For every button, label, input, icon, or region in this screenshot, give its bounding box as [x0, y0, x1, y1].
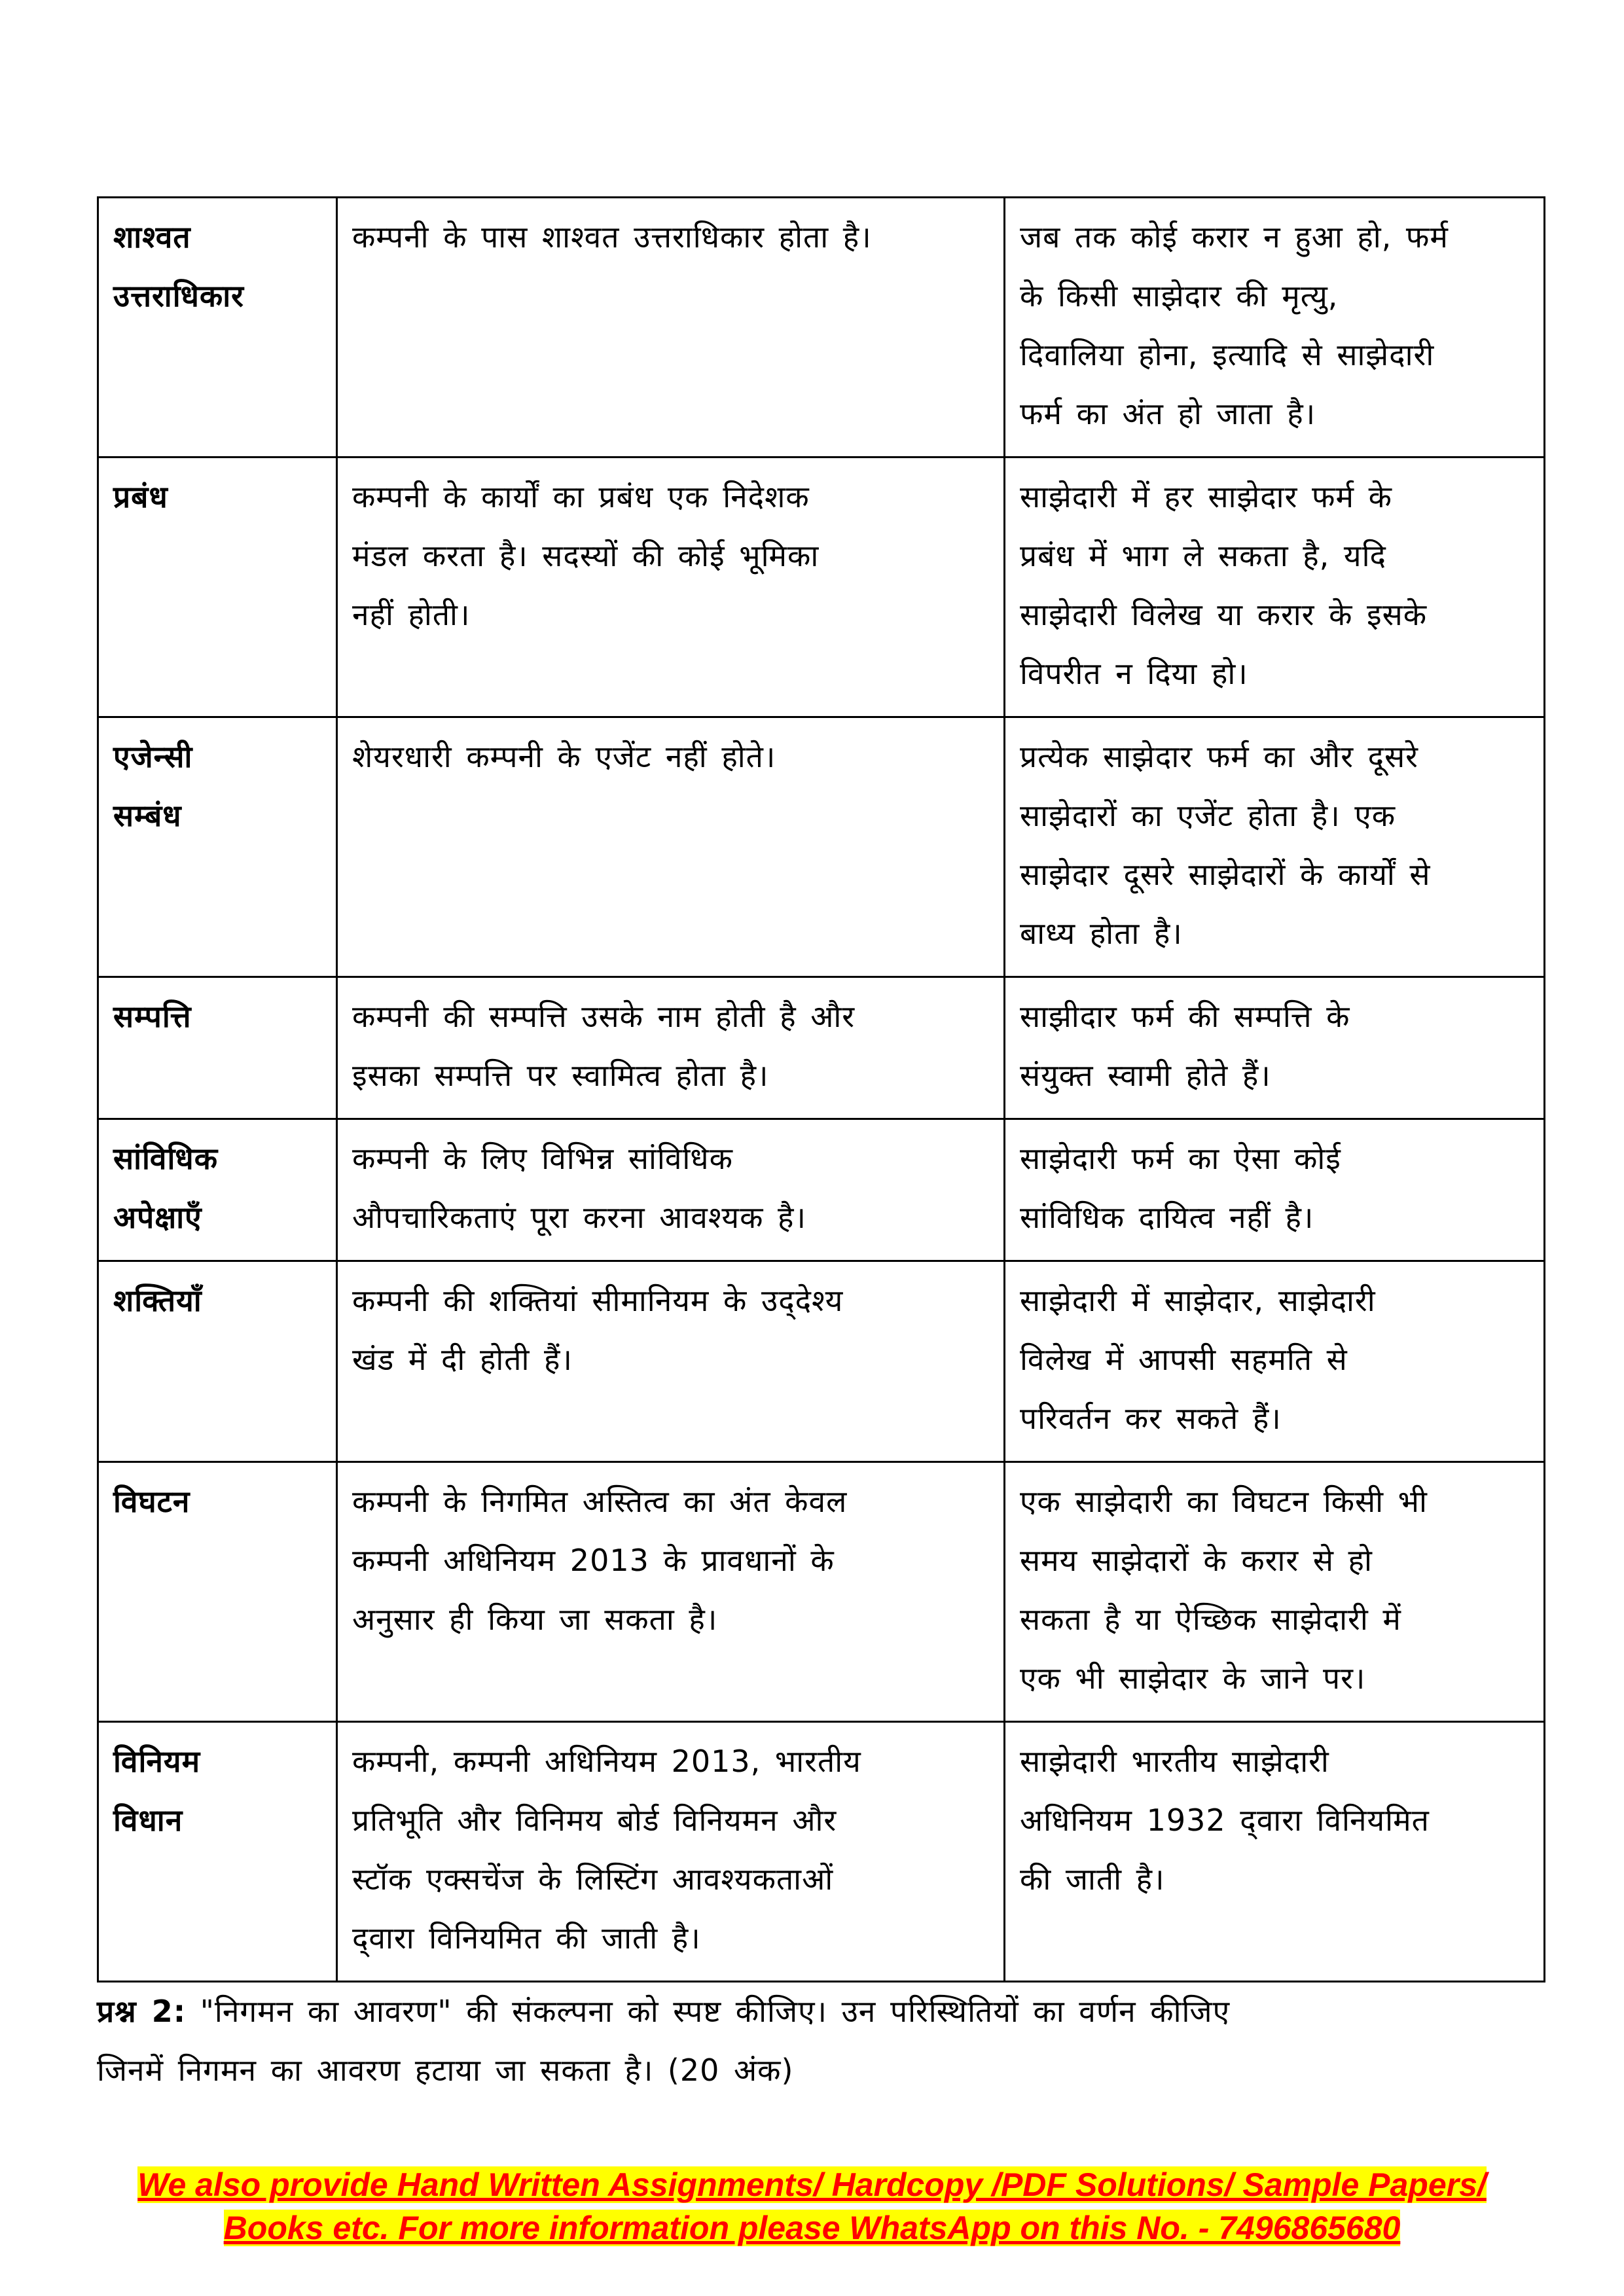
- question-label: प्रश्न 2:: [97, 1994, 187, 2029]
- company-text: कम्पनी के कार्यों का प्रबंध एक निदेशक: [352, 479, 810, 514]
- feature-text: अपेक्षाएँ: [113, 1200, 202, 1235]
- feature-cell: [98, 977, 337, 1119]
- partnership-text: सकता है या ऐच्छिक साझेदारी में: [1020, 1602, 1401, 1637]
- feature-text: प्रबंध: [113, 479, 168, 514]
- table-row: [98, 457, 1545, 717]
- company-text: शेयरधारी कम्पनी के एजेंट नहीं होते।: [352, 739, 776, 774]
- partnership-text: बाध्य होता है।: [1020, 916, 1183, 951]
- partnership-text: साझेदारी में साझेदार, साझेदारी: [1020, 1283, 1376, 1318]
- feature-cell: [98, 1119, 337, 1261]
- company-cell: [337, 1722, 1005, 1982]
- feature-text: एजेन्सी: [113, 739, 193, 774]
- table-row: [98, 1722, 1545, 1982]
- partnership-cell: [1005, 1261, 1545, 1462]
- table-row: [98, 717, 1545, 977]
- company-text: कम्पनी के निगमित अस्तित्व का अंत केवल: [352, 1484, 848, 1519]
- partnership-text: एक साझेदारी का विघटन किसी भी: [1020, 1484, 1428, 1519]
- feature-cell: [98, 1722, 337, 1982]
- partnership-text: साझेदारी फर्म का ऐसा कोई: [1020, 1141, 1341, 1176]
- company-cell: [337, 198, 1005, 457]
- partnership-text: फर्म का अंत हो जाता है।: [1020, 396, 1316, 431]
- feature-cell: [98, 1462, 337, 1722]
- promo-line: Books etc. For more information please WhatsApp on this No. - 7496865680: [223, 2210, 1401, 2246]
- partnership-text: प्रत्येक साझेदार फर्म का और दूसरे: [1020, 739, 1418, 774]
- company-text: खंड में दी होती हैं।: [352, 1342, 573, 1377]
- partnership-text: परिवर्तन कर सकते हैं।: [1020, 1401, 1282, 1436]
- partnership-text: साझेदारों का एजेंट होता है। एक: [1020, 798, 1396, 833]
- feature-text: विनियम: [113, 1744, 201, 1779]
- table-row: [98, 977, 1545, 1119]
- feature-cell: [98, 717, 337, 977]
- company-text: औपचारिकताएं पूरा करना आवश्यक है।: [352, 1200, 806, 1235]
- feature-text: उत्तराधिकार: [113, 278, 244, 314]
- question-text: "निगमन का आवरण" की संकल्पना को स्पष्ट कीजिए। उन परिस्थितियों का वर्णन कीजिए: [186, 1994, 1231, 2029]
- company-text: मंडल करता है। सदस्यों की कोई भूमिका: [352, 538, 820, 573]
- partnership-text: साझेदारी में हर साझेदार फर्म के: [1020, 479, 1392, 514]
- feature-cell: [98, 198, 337, 457]
- partnership-text: प्रबंध में भाग ले सकता है, यदि: [1020, 538, 1386, 573]
- partnership-cell: [1005, 1722, 1545, 1982]
- feature-text: विधान: [113, 1803, 183, 1838]
- company-cell: [337, 1119, 1005, 1261]
- partnership-text: समय साझेदारों के करार से हो: [1020, 1543, 1373, 1578]
- table-row: [98, 198, 1545, 457]
- question-2: [97, 1982, 1543, 2100]
- partnership-text: एक भी साझेदार के जाने पर।: [1020, 1660, 1366, 1696]
- partnership-text: साझीदार फर्म की सम्पत्ति के: [1020, 999, 1350, 1034]
- partnership-text: सांविधिक दायित्व नहीं है।: [1020, 1200, 1314, 1235]
- comparison-table-body: [98, 198, 1545, 1982]
- partnership-text: की जाती है।: [1020, 1861, 1165, 1897]
- table-row: [98, 1119, 1545, 1261]
- feature-text: सम्पत्ति: [113, 999, 192, 1034]
- company-text: कम्पनी की शक्तियां सीमानियम के उद्‌देश्य: [352, 1283, 844, 1318]
- partnership-text: संयुक्त स्वामी होते हैं।: [1020, 1058, 1271, 1093]
- partnership-cell: [1005, 1119, 1545, 1261]
- company-cell: [337, 977, 1005, 1119]
- company-text: नहीं होती।: [352, 597, 471, 632]
- feature-cell: [98, 457, 337, 717]
- feature-text: सांविधिक: [113, 1141, 219, 1176]
- question-line: जिनमें निगमन का आवरण हटाया जा सकता है। (20 अंक): [97, 2053, 794, 2088]
- partnership-text: साझेदारी विलेख या करार के इसके: [1020, 597, 1428, 632]
- question-line: [97, 1982, 1543, 2041]
- feature-text: विघटन: [113, 1484, 190, 1519]
- feature-text: शाश्वत: [113, 219, 191, 255]
- partnership-cell: [1005, 198, 1545, 457]
- company-text: प्रतिभूति और विनिमय बोर्ड विनियमन और: [352, 1803, 837, 1838]
- partnership-cell: [1005, 1462, 1545, 1722]
- partnership-cell: [1005, 457, 1545, 717]
- feature-cell: [98, 1261, 337, 1462]
- company-text: कम्पनी के पास शाश्वत उत्तराधिकार होता है।: [352, 219, 872, 255]
- partnership-cell: [1005, 977, 1545, 1119]
- partnership-cell: [1005, 717, 1545, 977]
- company-cell: [337, 457, 1005, 717]
- comparison-table: [97, 196, 1545, 1982]
- promo-line: We also provide Hand Written Assignments/ Hardcopy /PDF Solutions/ Sample Papers/: [137, 2166, 1487, 2203]
- table-row: [98, 1462, 1545, 1722]
- company-cell: [337, 1261, 1005, 1462]
- partnership-text: साझेदारी भारतीय साझेदारी: [1020, 1744, 1329, 1779]
- company-cell: [337, 1462, 1005, 1722]
- company-text: कम्पनी, कम्पनी अधिनियम 2013, भारतीय: [352, 1744, 861, 1779]
- partnership-text: अधिनियम 1932 द्‌वारा विनियमित: [1020, 1803, 1430, 1838]
- partnership-text: दिवालिया होना, इत्यादि से साझेदारी: [1020, 337, 1435, 372]
- partnership-text: के किसी साझेदार की मृत्यु,: [1020, 278, 1339, 314]
- company-text: इसका सम्पत्ति पर स्वामित्व होता है।: [352, 1058, 769, 1093]
- feature-text: सम्बंध: [113, 798, 182, 833]
- company-cell: [337, 717, 1005, 977]
- company-text: द्‌वारा विनियमित की जाती है।: [352, 1920, 701, 1956]
- table-row: [98, 1261, 1545, 1462]
- company-text: कम्पनी के लिए विभिन्न सांविधिक: [352, 1141, 733, 1176]
- company-text: कम्पनी की सम्पत्ति उसके नाम होती है और: [352, 999, 856, 1034]
- promo-footer: [0, 2163, 1624, 2250]
- partnership-text: विपरीत न दिया हो।: [1020, 656, 1248, 691]
- partnership-text: विलेख में आपसी सहमति से: [1020, 1342, 1348, 1377]
- company-text: अनुसार ही किया जा सकता है।: [352, 1602, 718, 1637]
- company-text: कम्पनी अधिनियम 2013 के प्रावधानों के: [352, 1543, 835, 1578]
- company-text: स्टॉक एक्सचेंज के लिस्टिंग आवश्यकताओं: [352, 1861, 834, 1897]
- partnership-text: जब तक कोई करार न हुआ हो, फर्म: [1020, 219, 1449, 255]
- feature-text: शक्तियाँ: [113, 1283, 202, 1318]
- partnership-text: साझेदार दूसरे साझेदारों के कार्यों से: [1020, 857, 1431, 892]
